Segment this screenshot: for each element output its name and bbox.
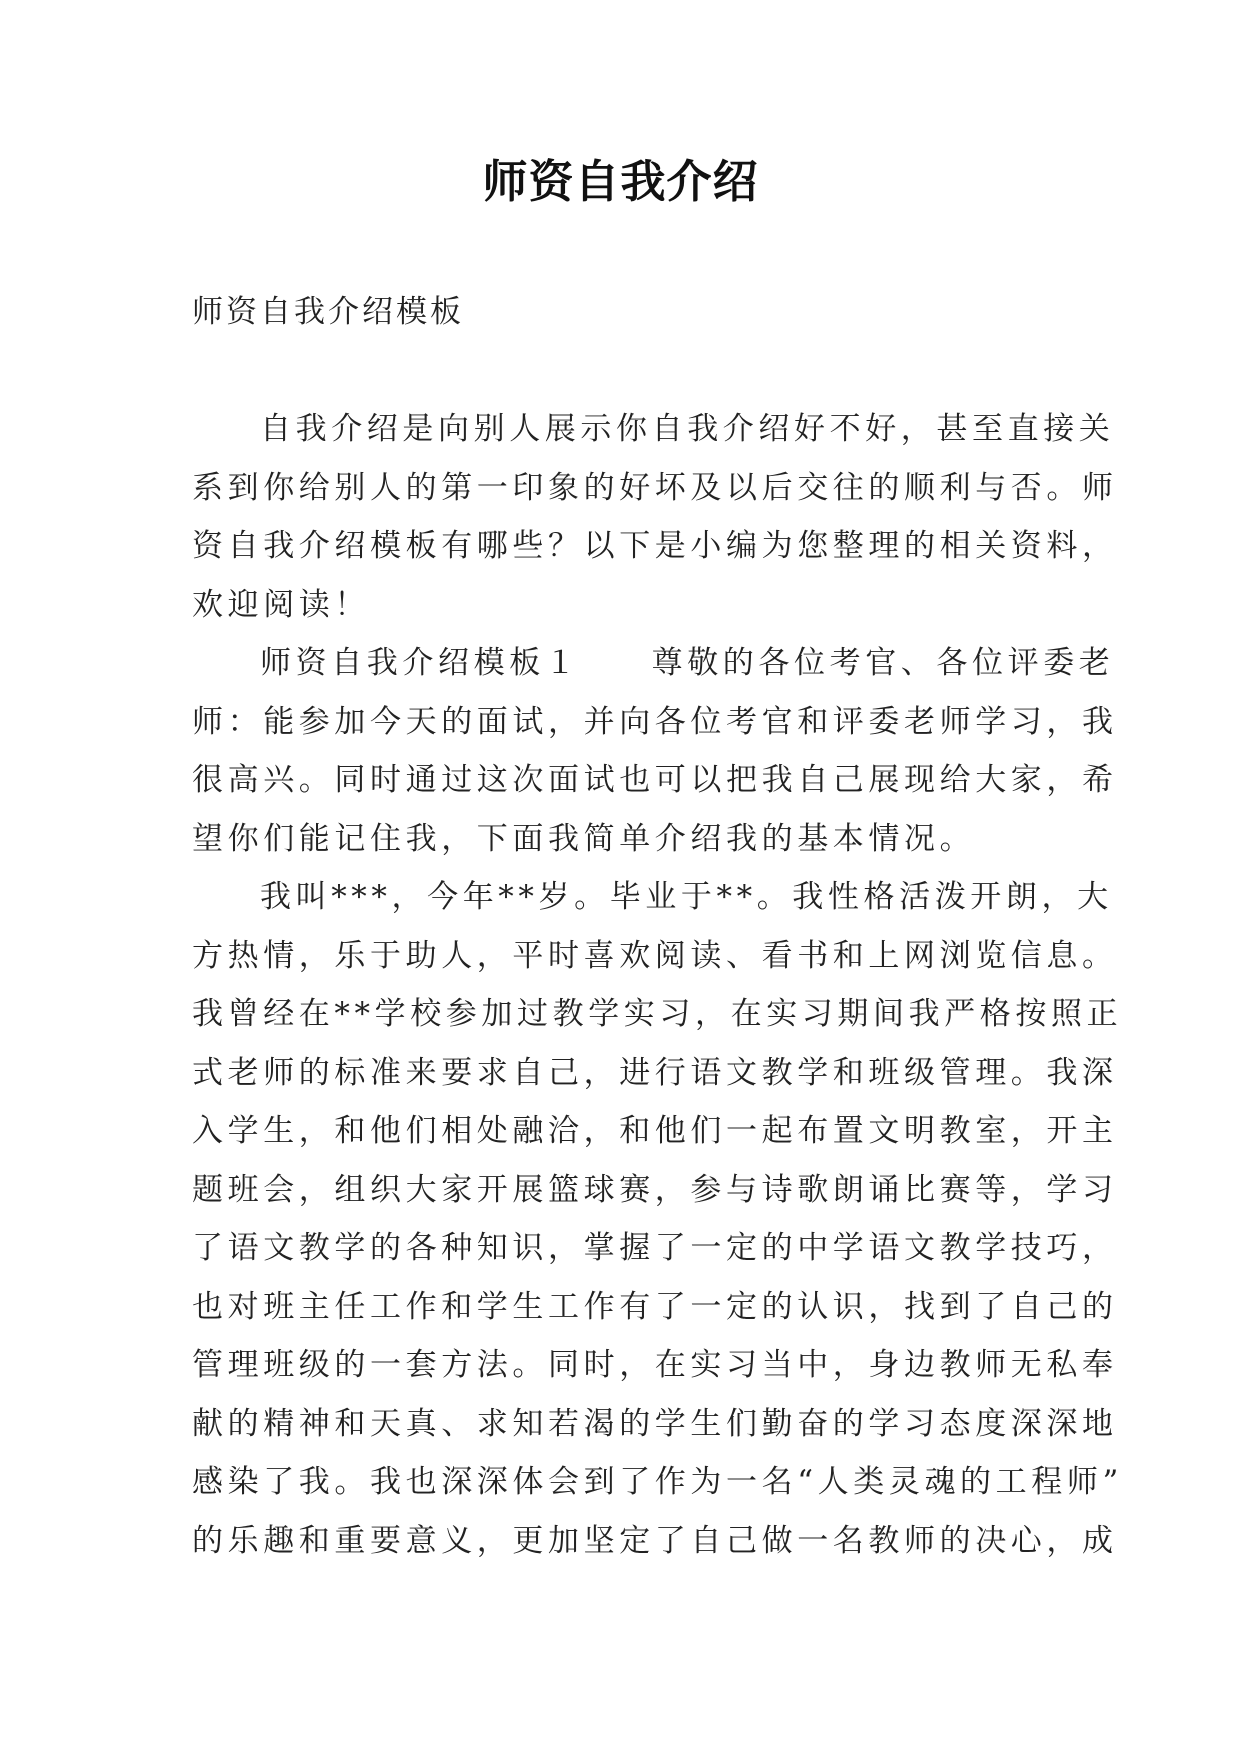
document-subtitle: 师资自我介绍模板 bbox=[192, 294, 464, 330]
paragraph-line: 师：能参加今天的面试，并向各位考官和评委老师学习，我 bbox=[192, 703, 1118, 740]
paragraph-line: 师资自我介绍模板１ 尊敬的各位考官、各位评委老 bbox=[260, 645, 1115, 681]
page-title: 师资自我介绍 bbox=[482, 155, 759, 208]
paragraph-line: 献的精神和天真、求知若渴的学生们勤奋的学习态度深深地 bbox=[192, 1405, 1118, 1442]
paragraph-line: 系到你给别人的第一印象的好坏及以后交往的顺利与否。师 bbox=[192, 469, 1118, 506]
paragraph-line: 欢迎阅读！ bbox=[192, 586, 370, 623]
paragraph-line: 资自我介绍模板有哪些？以下是小编为您整理的相关资料， bbox=[192, 528, 1118, 564]
paragraph-line: 方热情，乐于助人，平时喜欢阅读、看书和上网浏览信息。 bbox=[192, 937, 1118, 974]
paragraph-line: 我曾经在**学校参加过教学实习，在实习期间我严格按照正 bbox=[192, 996, 1123, 1032]
paragraph-line: 感染了我。我也深深体会到了作为一名“人类灵魂的工程师” bbox=[192, 1464, 1123, 1500]
paragraph-line: 自我介绍是向别人展示你自我介绍好不好，甚至直接关 bbox=[260, 411, 1115, 447]
paragraph-line: 望你们能记住我，下面我简单介绍我的基本情况。 bbox=[192, 820, 976, 857]
paragraph-line: 了语文教学的各种知识，掌握了一定的中学语文教学技巧， bbox=[192, 1230, 1118, 1266]
paragraph-line: 的乐趣和重要意义，更加坚定了自己做一名教师的决心，成 bbox=[192, 1522, 1118, 1559]
paragraph-line: 管理班级的一套方法。同时，在实习当中，身边教师无私奉 bbox=[192, 1347, 1118, 1383]
paragraph-line: 我叫***，今年**岁。毕业于**。我性格活泼开朗，大 bbox=[260, 879, 1113, 915]
paragraph-line: 也对班主任工作和学生工作有了一定的认识，找到了自己的 bbox=[192, 1288, 1118, 1325]
paragraph-line: 很高兴。同时通过这次面试也可以把我自己展现给大家，希 bbox=[192, 762, 1118, 798]
document-body bbox=[192, 400, 1123, 1570]
paragraph-line: 题班会，组织大家开展篮球赛，参与诗歌朗诵比赛等，学习 bbox=[192, 1171, 1118, 1208]
paragraph-line: 入学生，和他们相处融洽，和他们一起布置文明教室，开主 bbox=[192, 1113, 1118, 1149]
paragraph-line: 式老师的标准来要求自己，进行语文教学和班级管理。我深 bbox=[192, 1054, 1118, 1091]
